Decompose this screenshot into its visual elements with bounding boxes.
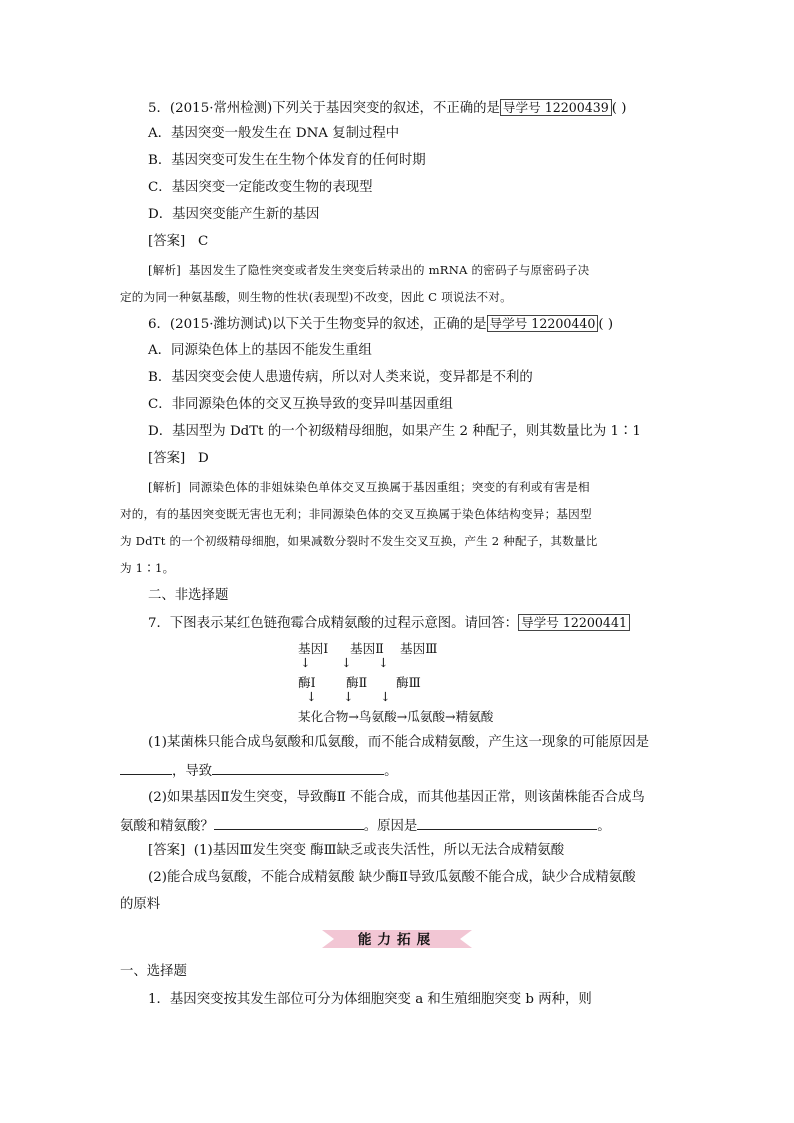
q6-stem bbox=[148, 314, 613, 335]
q5-analysis-line-2: 定的为同一种氨基酸，则生物的性状(表现型)不改变，因此 C 项说法不对。 bbox=[120, 290, 512, 304]
q5-stem bbox=[148, 98, 627, 119]
q5-option-c: C．基因突变一定能改变生物的表现型 bbox=[148, 180, 373, 195]
q7-sub1-mid: ，导致 bbox=[172, 764, 213, 779]
q5-option-b: B．基因突变可发生在生物个体发育的任何时期 bbox=[148, 153, 426, 168]
q7-answer-line2: (2)能合成鸟氨酸，不能合成精氨酸 缺少酶Ⅱ导致瓜氨酸不能合成，缺少合成精氨酸 bbox=[148, 870, 636, 885]
q7-answer-line1 bbox=[148, 841, 564, 861]
q5-answer-label: [答案] bbox=[148, 234, 186, 249]
q7-sub2-end: 。 bbox=[597, 819, 611, 834]
q6-answer-label: [答案] bbox=[148, 451, 186, 466]
q6-option-a: A．同源染色体上的基因不能发生重组 bbox=[148, 343, 372, 358]
q7-sub2-blank-2[interactable] bbox=[417, 815, 597, 830]
q7-sub1-line2 bbox=[120, 760, 398, 782]
gene-1-label: 基因Ⅰ bbox=[298, 641, 329, 656]
section-choice-heading: 一、选择题 bbox=[120, 964, 187, 979]
ability-banner bbox=[322, 926, 472, 952]
q7-sub1-line1: (1)某菌株只能合成鸟氨酸和瓜氨酸，而不能合成精氨酸，产生这一现象的可能原因是 bbox=[148, 735, 650, 750]
q7-ref-box: 导学号 12200441 bbox=[518, 614, 630, 631]
gene-1-arrow: ↓ bbox=[300, 655, 311, 670]
enzyme-1-label: 酶Ⅰ bbox=[298, 675, 316, 690]
q6-answer-value: D bbox=[198, 451, 209, 466]
q5-stem-text: 5．(2015·常州检测)下列关于基因突变的叙述，不正确的是 bbox=[148, 101, 500, 116]
q6-paren: ( ) bbox=[598, 317, 614, 332]
pathway-diagram bbox=[298, 638, 538, 724]
q5-analysis-label: [解析] bbox=[148, 263, 182, 277]
enzyme-3-label: 酶Ⅲ bbox=[396, 675, 421, 690]
q5-analysis-text-1: 基因发生了隐性突变或者发生突变后转录出的 mRNA 的密码子与原密码子决 bbox=[188, 263, 590, 277]
gene-3-arrow: ↓ bbox=[378, 655, 389, 670]
q7-stem-text: 7．下图表示某红色链孢霉合成精氨酸的过程示意图。请回答： bbox=[148, 616, 519, 631]
q6-option-c: C．非同源染色体的交叉互换导致的变异叫基因重组 bbox=[148, 397, 453, 412]
q7-answer-label: [答案] bbox=[148, 843, 186, 858]
q1-stem: 1．基因突变按其发生部位可分为体细胞突变 a 和生殖细胞突变 b 两种，则 bbox=[148, 992, 592, 1007]
enzyme-2-arrow: ↓ bbox=[343, 689, 354, 704]
banner-title: 能力拓展 bbox=[357, 932, 437, 948]
q6-stem-text: 6．(2015·潍坊测试)以下关于生物变异的叙述，正确的是 bbox=[148, 317, 487, 332]
gene-2-arrow: ↓ bbox=[341, 655, 352, 670]
q7-sub1-blank-2[interactable] bbox=[212, 760, 384, 775]
q7-sub1-end: 。 bbox=[384, 764, 398, 779]
q6-ref-box: 导学号 12200440 bbox=[487, 315, 599, 332]
q5-analysis-line-1 bbox=[148, 260, 589, 280]
q6-analysis-line-1 bbox=[148, 477, 590, 497]
q6-analysis-line-3: 为 DdTt 的一个初级精母细胞，如果减数分裂时不发生交叉互换，产生 2 种配子，其数量比 bbox=[120, 534, 598, 548]
q5-answer bbox=[148, 232, 208, 252]
enzyme-1-arrow: ↓ bbox=[306, 689, 317, 704]
q5-option-d: D．基因突变能产生新的基因 bbox=[148, 207, 320, 222]
q7-sub2-line1: (2)如果基因Ⅱ发生突变，导致酶Ⅱ 不能合成，而其他基因正常，则该菌株能否合成鸟 bbox=[148, 790, 645, 805]
q6-analysis-line-4: 为 1∶1。 bbox=[120, 561, 175, 575]
gene-2-label: 基因Ⅱ bbox=[350, 641, 384, 656]
q5-ref-box: 导学号 12200439 bbox=[500, 99, 612, 116]
q6-option-d: D．基因型为 DdTt 的一个初级精母细胞，如果产生 2 种配子，则其数量比为 1∶1 bbox=[148, 424, 641, 439]
q7-stem bbox=[148, 613, 630, 634]
q6-analysis-text-1: 同源染色体的非姐妹染色单体交叉互换属于基因重组；突变的有利或有害是相 bbox=[188, 480, 590, 494]
q5-answer-value: C bbox=[198, 234, 209, 249]
q7-sub2-line2 bbox=[120, 815, 611, 837]
section-nonchoice-heading: 二、非选择题 bbox=[148, 588, 229, 603]
enzyme-3-arrow: ↓ bbox=[380, 689, 391, 704]
q6-option-b: B．基因突变会使人患遗传病，所以对人类来说，变异都是不利的 bbox=[148, 370, 533, 385]
q7-answer-text-1: (1)基因Ⅲ发生突变 酶Ⅲ缺乏或丧失活性，所以无法合成精氨酸 bbox=[193, 843, 565, 858]
q6-analysis-line-2: 对的，有的基因突变既无害也无利；非同源染色体的交叉互换属于染色体结构变异；基因型 bbox=[120, 507, 592, 521]
q7-sub2-blank-1[interactable] bbox=[214, 815, 364, 830]
q7-sub2-mid: 。原因是 bbox=[363, 819, 418, 834]
q7-sub2-prefix: 氨酸和精氨酸？ bbox=[120, 819, 214, 834]
q7-sub1-blank-1[interactable] bbox=[120, 760, 172, 775]
q6-analysis-label: [解析] bbox=[148, 480, 182, 494]
q5-option-a: A．基因突变一般发生在 DNA 复制过程中 bbox=[148, 126, 400, 141]
pathway-line: 某化合物→鸟氨酸→瓜氨酸→精氨酸 bbox=[298, 709, 494, 724]
q7-answer-line3: 的原料 bbox=[120, 897, 161, 912]
gene-3-label: 基因Ⅲ bbox=[400, 641, 438, 656]
q5-paren: ( ) bbox=[611, 101, 627, 116]
q6-answer bbox=[148, 449, 209, 469]
enzyme-2-label: 酶Ⅱ bbox=[346, 675, 368, 690]
